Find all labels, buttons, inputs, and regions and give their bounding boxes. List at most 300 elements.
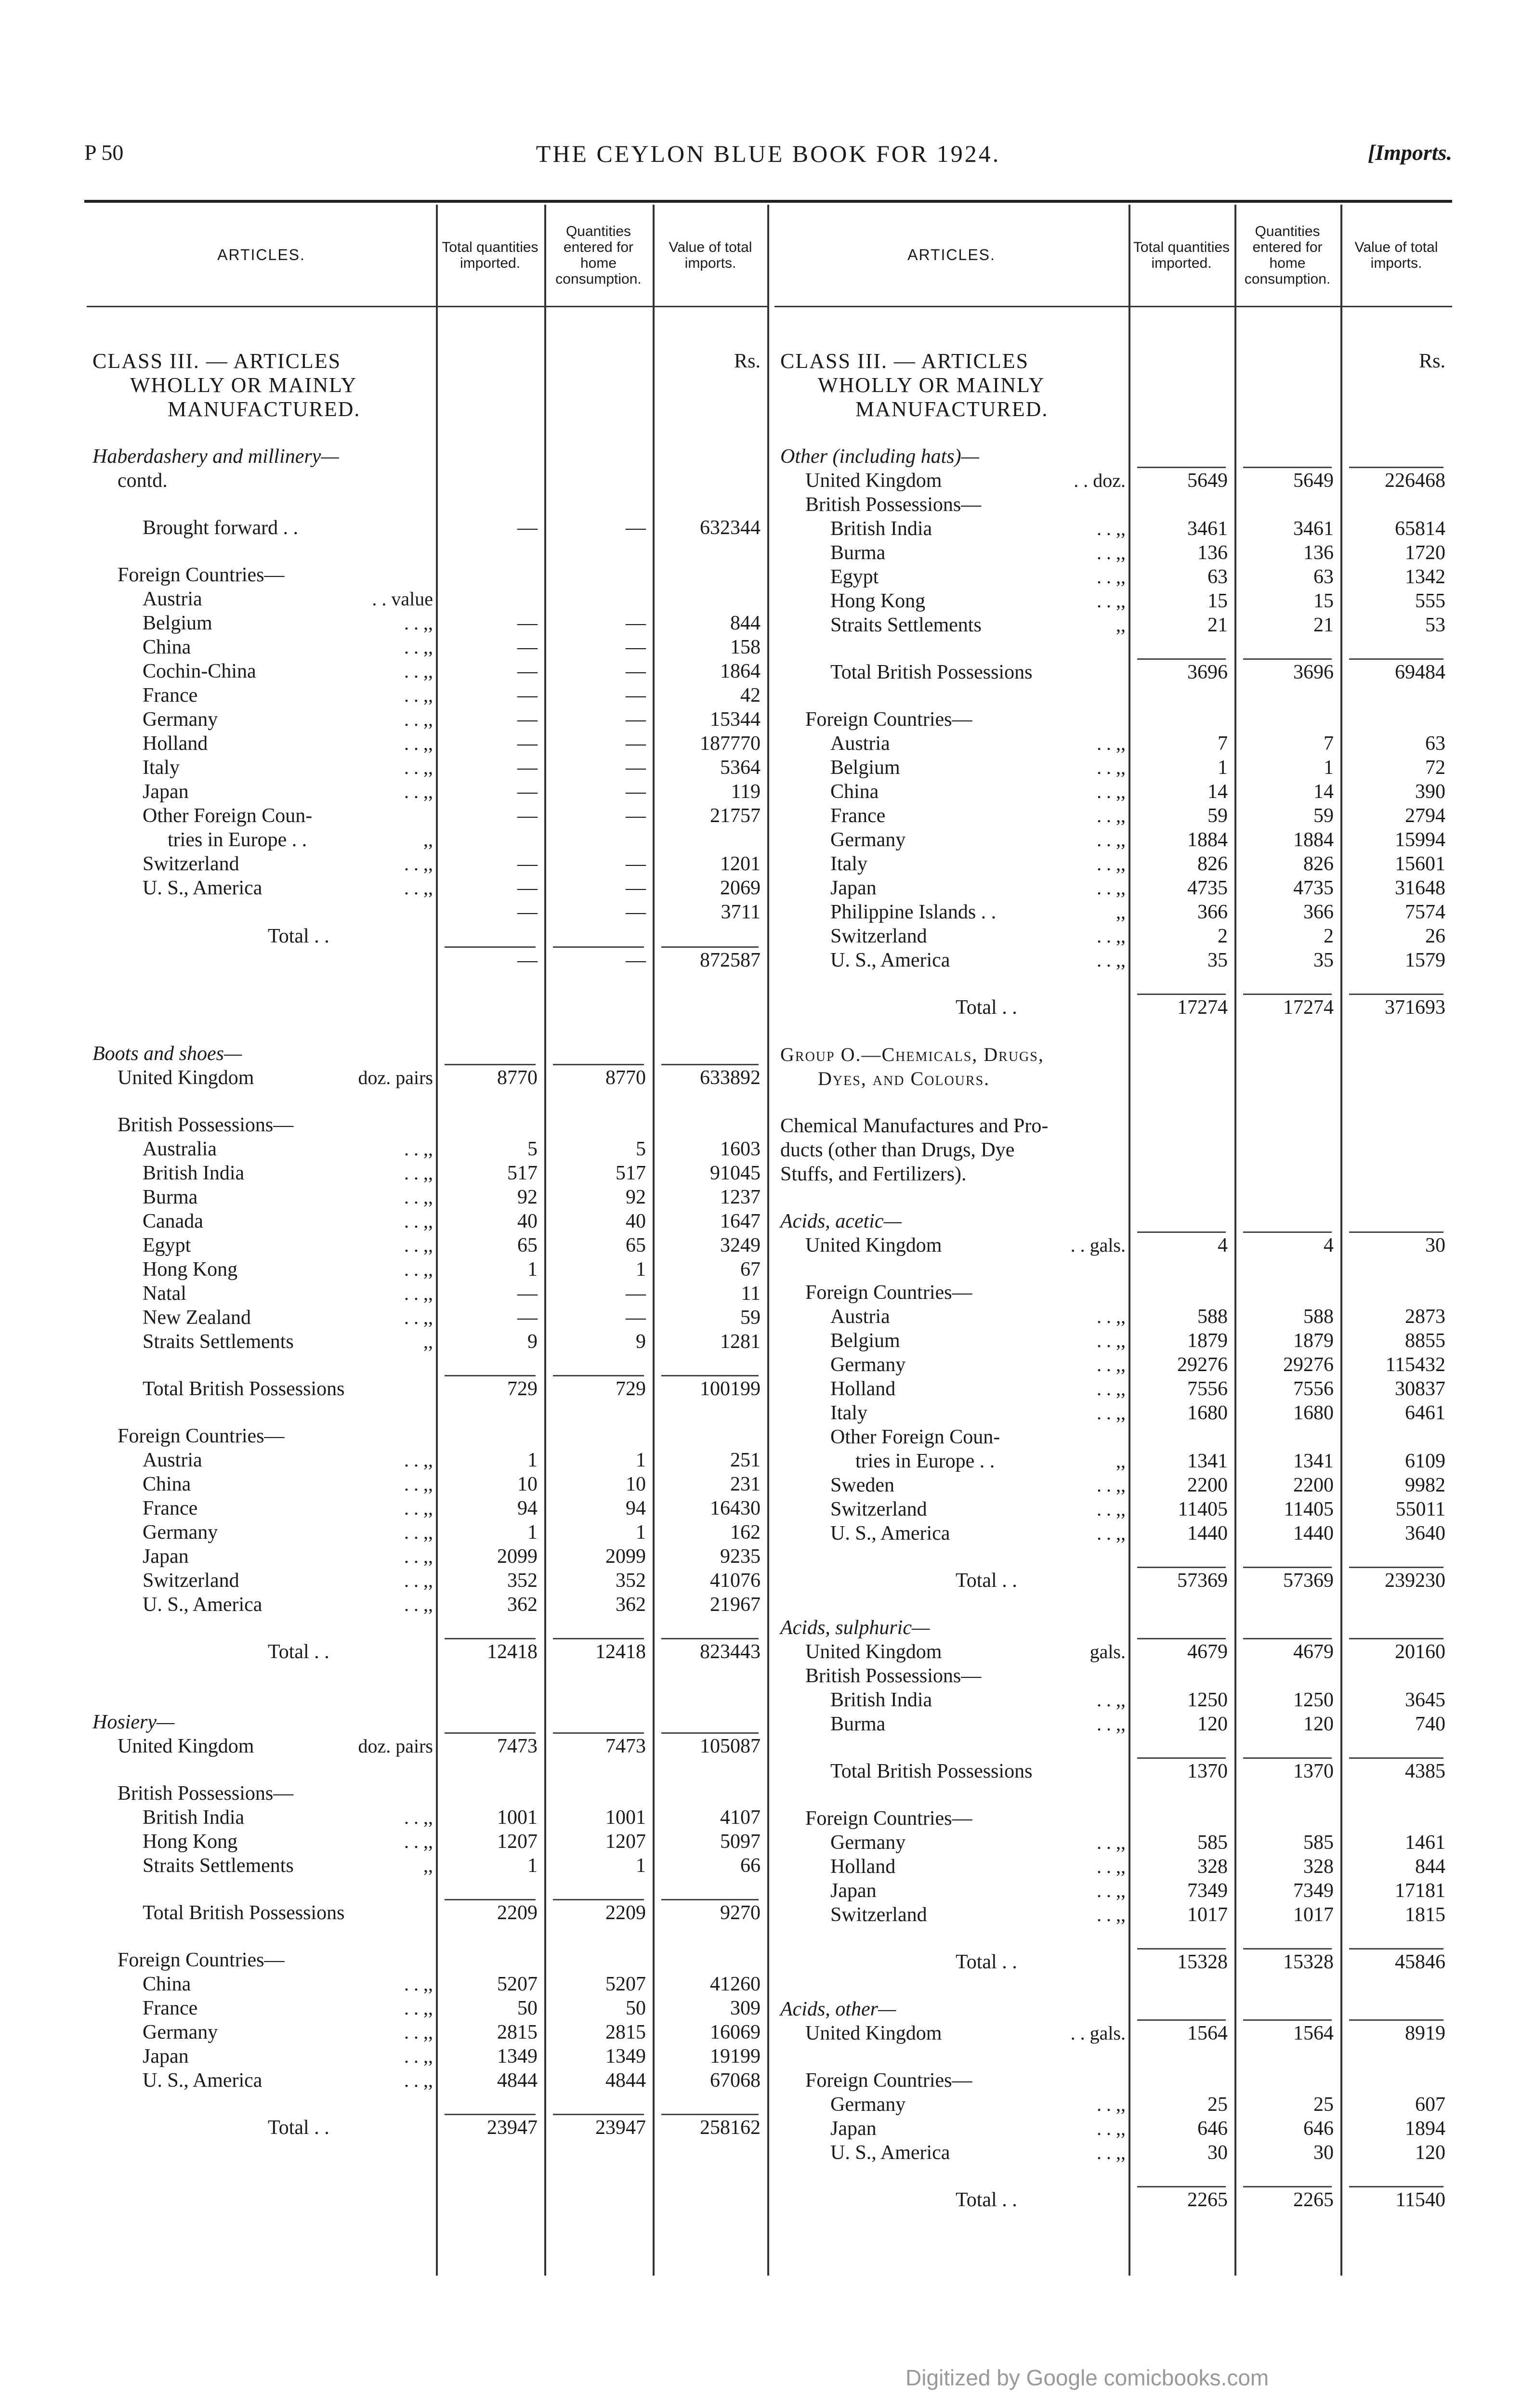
- table-row: [774, 2141, 1452, 2165]
- col-qty-home-header: Quantities entered for home consumption.: [555, 223, 642, 287]
- total-rule: [1243, 1567, 1332, 1568]
- row-label: Total . .: [268, 1641, 329, 1663]
- value-cell: 4107: [720, 1806, 761, 1829]
- row-label: Switzerland: [143, 853, 239, 875]
- qty-imported-cell: 1370: [1187, 1760, 1228, 1782]
- value-cell: 8919: [1405, 2022, 1445, 2044]
- row-label: Foreign Countries—: [118, 564, 285, 586]
- row-label: Italy: [830, 1402, 867, 1424]
- table-row: [87, 828, 768, 852]
- total-rule: [553, 1638, 644, 1639]
- qty-home-cell: —: [626, 517, 646, 539]
- qty-home-cell: 1001: [605, 1806, 646, 1829]
- table-row: [774, 1997, 1452, 2021]
- value-cell: 65814: [1395, 518, 1445, 540]
- total-rule: [1243, 2019, 1332, 2021]
- table-row: [774, 1043, 1452, 1067]
- row-unit: . . ,,: [404, 1473, 433, 1495]
- total-rule: [1137, 1638, 1226, 1639]
- row-label: Foreign Countries—: [805, 1807, 972, 1830]
- row-unit: . . ,,: [1097, 1856, 1126, 1877]
- total-rule: [445, 1638, 536, 1639]
- total-rule: [553, 1899, 644, 1900]
- row-label: Philippine Islands . .: [830, 901, 997, 923]
- qty-imported-cell: 29276: [1177, 1354, 1228, 1376]
- total-rule: [1243, 1757, 1332, 1759]
- value-cell: 69484: [1395, 661, 1445, 683]
- qty-imported-cell: 7: [1218, 733, 1228, 755]
- qty-imported-cell: 1: [1218, 757, 1228, 779]
- row-label: Total British Possessions: [830, 661, 1033, 683]
- table-row: [774, 373, 1452, 397]
- table-row: [87, 1424, 768, 1448]
- table-row: [87, 1664, 768, 1687]
- row-label: MANUFACTURED.: [855, 397, 1049, 421]
- qty-imported-cell: 25: [1207, 2094, 1228, 2116]
- qty-home-cell: 646: [1303, 2118, 1334, 2140]
- table-row: [774, 1020, 1452, 1043]
- value-cell: 187770: [700, 733, 761, 755]
- qty-home-cell: 2: [1324, 925, 1334, 947]
- table-row: [87, 707, 768, 732]
- qty-home-cell: 352: [616, 1570, 646, 1592]
- value-cell: 5364: [720, 757, 761, 779]
- qty-home-cell: 17274: [1283, 996, 1334, 1019]
- row-unit: . . ,,: [1097, 1522, 1126, 1544]
- qty-home-cell: —: [626, 1283, 646, 1305]
- table-row: [774, 2188, 1452, 2212]
- qty-imported-cell: —: [517, 660, 538, 682]
- row-unit: . . ,,: [404, 1210, 433, 1232]
- row-label: British India: [143, 1806, 245, 1829]
- qty-home-cell: 15: [1313, 590, 1334, 612]
- qty-imported-cell: 35: [1207, 949, 1228, 971]
- table-row: [87, 1781, 768, 1806]
- qty-imported-cell: —: [517, 636, 538, 658]
- qty-home-cell: —: [626, 660, 646, 682]
- table-row: [774, 1712, 1452, 1736]
- row-label: China: [143, 1473, 191, 1495]
- qty-imported-cell: 1349: [497, 2045, 538, 2068]
- value-cell: 226468: [1385, 470, 1445, 492]
- value-cell: 67: [740, 1258, 761, 1281]
- qty-imported-cell: 9: [527, 1331, 538, 1353]
- qty-home-cell: —: [626, 684, 646, 707]
- qty-imported-cell: 11405: [1178, 1498, 1228, 1520]
- table-row: [774, 1927, 1452, 1950]
- total-rule: [661, 1638, 759, 1639]
- table-row: [774, 1162, 1452, 1186]
- row-label: Germany: [830, 829, 906, 851]
- row-label: British India: [830, 1689, 932, 1711]
- value-cell: 258162: [700, 2117, 761, 2139]
- total-rule: [1349, 2186, 1443, 2187]
- value-cell: 1603: [720, 1138, 761, 1160]
- table-row: [87, 1113, 768, 1137]
- value-cell: 17181: [1395, 1880, 1445, 1902]
- table-row: [774, 828, 1452, 852]
- table-row: [87, 421, 768, 445]
- qty-home-cell: 23947: [595, 2117, 646, 2139]
- row-label: WHOLLY OR MAINLY: [130, 373, 357, 397]
- row-label: Group O.—Chemicals, Drugs,: [780, 1044, 1044, 1065]
- table-row: [87, 1401, 768, 1424]
- table-row: [87, 1496, 768, 1520]
- row-unit: . . ,,: [404, 636, 433, 658]
- table-row: [774, 1664, 1452, 1688]
- qty-home-cell: 1: [636, 1855, 646, 1877]
- value-cell: 63: [1425, 733, 1445, 755]
- row-label: British India: [830, 518, 932, 540]
- row-unit: . . ,,: [1097, 1713, 1126, 1735]
- table-row: [774, 421, 1452, 445]
- table-row: [87, 1593, 768, 1617]
- row-label: Foreign Countries—: [805, 2069, 972, 2092]
- table-row: [87, 1066, 768, 1090]
- table-row: [87, 1377, 768, 1401]
- section-label: [Imports.: [1367, 140, 1452, 165]
- qty-home-cell: 517: [616, 1162, 646, 1184]
- total-rule: [1137, 2019, 1226, 2021]
- qty-imported-cell: 4735: [1187, 877, 1228, 899]
- total-rule: [1349, 1638, 1443, 1639]
- table-row: [87, 397, 768, 421]
- value-cell: 162: [730, 1521, 761, 1544]
- qty-imported-cell: 517: [507, 1162, 538, 1184]
- table-row: [87, 756, 768, 780]
- qty-imported-cell: 15328: [1177, 1951, 1228, 1973]
- total-rule: [1349, 1757, 1443, 1759]
- total-rule: [553, 1064, 644, 1065]
- table-row: [774, 565, 1452, 589]
- table-row: [774, 1950, 1452, 1974]
- table-row: [774, 756, 1452, 780]
- row-unit: . . ,,: [404, 1186, 433, 1208]
- qty-imported-cell: 588: [1197, 1306, 1228, 1328]
- row-unit: . . ,,: [1097, 781, 1126, 802]
- table-row: [774, 1209, 1452, 1233]
- total-rule: [661, 1064, 759, 1065]
- value-cell: 21757: [710, 805, 761, 827]
- qty-imported-cell: 1879: [1187, 1330, 1228, 1352]
- row-unit: . . ,,: [404, 708, 433, 730]
- qty-imported-cell: 1884: [1187, 829, 1228, 851]
- value-cell: 239230: [1385, 1570, 1445, 1592]
- qty-home-cell: 4: [1324, 1234, 1334, 1256]
- qty-imported-cell: 30: [1207, 2142, 1228, 2164]
- qty-home-cell: 2265: [1293, 2189, 1334, 2211]
- value-cell: 4385: [1405, 1760, 1445, 1782]
- table-row: [774, 1425, 1452, 1449]
- value-cell: 6109: [1405, 1450, 1445, 1472]
- table-row: [774, 2165, 1452, 2188]
- table-row: [87, 876, 768, 900]
- qty-home-cell: 35: [1313, 949, 1334, 971]
- value-cell: 119: [731, 781, 761, 803]
- value-cell: 1342: [1405, 566, 1445, 588]
- table-row: [774, 1497, 1452, 1521]
- value-cell: 872587: [700, 949, 761, 971]
- value-cell: 26: [1425, 925, 1445, 947]
- row-label: United Kingdom: [118, 1735, 254, 1757]
- qty-home-cell: 585: [1303, 1832, 1334, 1854]
- row-label: Hong Kong: [830, 590, 926, 612]
- qty-home-cell: 94: [626, 1497, 646, 1519]
- qty-imported-cell: 10: [517, 1473, 538, 1495]
- table-row: [87, 995, 768, 1019]
- qty-home-cell: 1680: [1293, 1402, 1334, 1424]
- row-label: Japan: [830, 2118, 877, 2140]
- qty-imported-cell: 5: [527, 1138, 538, 1160]
- table-row: [774, 1281, 1452, 1305]
- row-label: Belgium: [830, 757, 900, 779]
- value-cell: 3640: [1405, 1522, 1445, 1544]
- qty-imported-cell: 15: [1207, 590, 1228, 612]
- qty-home-cell: —: [626, 612, 646, 634]
- qty-home-cell: 7556: [1293, 1378, 1334, 1400]
- qty-imported-cell: 729: [507, 1378, 538, 1400]
- total-rule: [553, 1375, 644, 1376]
- qty-home-cell: 120: [1303, 1713, 1334, 1735]
- table-row: [87, 1520, 768, 1544]
- row-label: British Possessions—: [805, 1665, 982, 1687]
- row-label: MANUFACTURED.: [168, 397, 361, 421]
- row-label: Belgium: [143, 612, 212, 634]
- table-row: [774, 1521, 1452, 1545]
- right-panel: [774, 205, 1452, 2276]
- value-cell: 30: [1425, 1234, 1445, 1256]
- qty-imported-cell: 21: [1207, 614, 1228, 636]
- qty-home-cell: 1879: [1293, 1330, 1334, 1352]
- table-row: [87, 1233, 768, 1257]
- row-label: CLASS III. — ARTICLES: [780, 349, 1029, 373]
- row-label: tries in Europe . .: [168, 829, 307, 851]
- row-label: United Kingdom: [805, 1641, 942, 1663]
- row-label: Hosiery—: [92, 1711, 175, 1733]
- table-row: [774, 1377, 1452, 1401]
- table-row: [87, 1282, 768, 1306]
- qty-home-cell: 1: [636, 1521, 646, 1544]
- table-row: [87, 2093, 768, 2116]
- value-cell: 91045: [710, 1162, 761, 1184]
- row-label: Germany: [830, 2094, 906, 2116]
- row-label: Acids, acetic—: [780, 1210, 902, 1232]
- total-rule: [1137, 2186, 1226, 2187]
- table-row: [774, 924, 1452, 948]
- row-label: Straits Settlements: [830, 614, 982, 636]
- row-unit: . . ,,: [404, 1521, 433, 1543]
- table-row: [87, 900, 768, 924]
- table-row: [774, 517, 1452, 541]
- table-row: [774, 876, 1452, 900]
- total-rule: [445, 2114, 536, 2115]
- row-unit: . . ,,: [1097, 1474, 1126, 1496]
- row-unit: . . ,,: [1097, 733, 1126, 754]
- qty-home-cell: 5649: [1293, 470, 1334, 492]
- qty-home-cell: —: [626, 708, 646, 731]
- row-unit: . . ,,: [404, 733, 433, 754]
- qty-home-cell: —: [626, 1307, 646, 1329]
- row-label: United Kingdom: [805, 2022, 942, 2044]
- qty-imported-cell: 4: [1218, 1234, 1228, 1256]
- table-row: [774, 1640, 1452, 1664]
- value-cell: 3711: [721, 901, 761, 923]
- qty-home-cell: 1207: [605, 1831, 646, 1853]
- value-cell: 55011: [1395, 1498, 1445, 1520]
- col-qty-home-header: Quantities entered for home consumption.: [1244, 223, 1331, 287]
- table-row: [774, 1831, 1452, 1855]
- table-row: [87, 1090, 768, 1113]
- value-cell: 1201: [720, 853, 761, 875]
- qty-imported-cell: —: [517, 708, 538, 731]
- value-cell: 632344: [700, 517, 761, 539]
- row-label: Burma: [143, 1186, 198, 1208]
- row-label: tries in Europe . .: [855, 1450, 995, 1472]
- qty-imported-cell: 328: [1197, 1856, 1228, 1878]
- qty-imported-cell: 7349: [1187, 1880, 1228, 1902]
- table-row: [87, 1687, 768, 1710]
- table-row: [87, 1448, 768, 1472]
- table-row: [774, 541, 1452, 565]
- table-row: [774, 445, 1452, 469]
- total-rule: [1349, 1567, 1443, 1568]
- qty-home-cell: 1370: [1293, 1760, 1334, 1782]
- row-label: Japan: [830, 1880, 877, 1902]
- total-rule: [661, 1732, 759, 1734]
- total-rule: [1243, 1638, 1332, 1639]
- qty-home-cell: 1440: [1293, 1522, 1334, 1544]
- qty-home-cell: 826: [1303, 853, 1334, 875]
- table-row: [774, 2117, 1452, 2141]
- row-label: Cochin-China: [143, 660, 256, 682]
- table-row: [87, 1854, 768, 1878]
- value-cell: 9235: [720, 1545, 761, 1568]
- qty-home-cell: 25: [1313, 2094, 1334, 2116]
- value-cell: 115432: [1385, 1354, 1445, 1376]
- row-unit: . . value: [372, 588, 433, 610]
- row-label: Holland: [830, 1378, 896, 1400]
- total-rule: [661, 2114, 759, 2115]
- header-rule: [84, 200, 1452, 203]
- row-label: China: [830, 781, 879, 803]
- table-row: [87, 780, 768, 804]
- qty-imported-cell: 57369: [1177, 1570, 1228, 1592]
- table-row: [87, 1569, 768, 1593]
- row-label: Hong Kong: [143, 1831, 238, 1853]
- row-unit: . . ,,: [1097, 877, 1126, 899]
- table-row: [87, 1472, 768, 1496]
- qty-imported-cell: 2815: [497, 2021, 538, 2043]
- row-label: Japan: [143, 1545, 189, 1568]
- row-label: Acids, other—: [780, 1998, 896, 2020]
- row-unit: . . ,,: [404, 2069, 433, 2091]
- row-label: Japan: [830, 877, 877, 899]
- table-row: [774, 1593, 1452, 1616]
- table-row: [87, 635, 768, 659]
- table-row: [87, 1161, 768, 1185]
- qty-imported-cell: 50: [517, 1997, 538, 2019]
- row-unit: . . doz.: [1074, 470, 1126, 491]
- qty-home-cell: 588: [1303, 1306, 1334, 1328]
- value-cell: 19199: [710, 2045, 761, 2068]
- table-row: [87, 1996, 768, 2020]
- table-row: [87, 1830, 768, 1854]
- value-cell: 67068: [710, 2069, 761, 2092]
- row-unit: . . gals.: [1070, 1234, 1126, 1256]
- total-rule: [1137, 658, 1226, 660]
- row-label: Total . .: [956, 1951, 1017, 1973]
- value-cell: 6461: [1405, 1402, 1445, 1424]
- qty-home-cell: 8770: [605, 1067, 646, 1089]
- row-unit: . . ,,: [404, 1258, 433, 1280]
- qty-home-cell: —: [626, 733, 646, 755]
- table-row: [87, 1972, 768, 1996]
- row-unit: . . ,,: [1097, 1880, 1126, 1901]
- table-row: [774, 1759, 1452, 1783]
- row-label: Australia: [143, 1138, 217, 1160]
- row-label: Switzerland: [830, 1904, 927, 1926]
- value-cell: 7574: [1405, 901, 1445, 923]
- table-row: [774, 469, 1452, 493]
- col-articles-header: ARTICLES.: [217, 246, 305, 264]
- qty-imported-cell: 1: [527, 1855, 538, 1877]
- total-rule: [661, 1899, 759, 1900]
- qty-imported-cell: 7473: [497, 1735, 538, 1757]
- table-row: [774, 1186, 1452, 1209]
- page-header: [84, 140, 1452, 173]
- value-cell: 251: [730, 1449, 761, 1471]
- qty-imported-cell: 1: [527, 1258, 538, 1281]
- row-unit: . . ,,: [404, 1283, 433, 1304]
- row-unit: ,,: [423, 829, 433, 851]
- table-row: [87, 516, 768, 540]
- value-cell: 2794: [1405, 805, 1445, 827]
- row-label: United Kingdom: [805, 470, 942, 492]
- qty-imported-cell: 59: [1207, 805, 1228, 827]
- qty-home-cell: 5: [636, 1138, 646, 1160]
- qty-imported-cell: 1207: [497, 1831, 538, 1853]
- row-label: Total . .: [956, 996, 1017, 1019]
- qty-imported-cell: —: [517, 612, 538, 634]
- qty-imported-cell: 1: [527, 1521, 538, 1544]
- row-label: Holland: [830, 1856, 896, 1878]
- row-label: British India: [143, 1162, 245, 1184]
- row-unit: . . ,,: [1097, 542, 1126, 563]
- table-row: [774, 397, 1452, 421]
- row-label: Canada: [143, 1210, 203, 1232]
- qty-imported-cell: —: [517, 757, 538, 779]
- row-unit: . . ,,: [1097, 518, 1126, 539]
- row-label: Austria: [830, 1306, 890, 1328]
- table-row: [87, 1306, 768, 1330]
- qty-imported-cell: 585: [1197, 1832, 1228, 1854]
- table-row: [774, 1545, 1452, 1569]
- total-rule: [553, 2114, 644, 2115]
- qty-home-cell: 1: [636, 1258, 646, 1281]
- qty-imported-cell: 120: [1197, 1713, 1228, 1735]
- table-row: [774, 972, 1452, 995]
- total-rule: [1349, 1231, 1443, 1233]
- row-unit: . . ,,: [404, 2021, 433, 2043]
- qty-home-cell: 7349: [1293, 1880, 1334, 1902]
- row-label: Austria: [830, 733, 890, 755]
- value-cell: 844: [730, 612, 761, 634]
- qty-home-cell: 15328: [1283, 1951, 1334, 1973]
- total-rule: [1243, 1948, 1332, 1950]
- row-label: Germany: [830, 1832, 906, 1854]
- qty-home-cell: 5207: [605, 1973, 646, 1995]
- row-label: Foreign Countries—: [118, 1949, 285, 1971]
